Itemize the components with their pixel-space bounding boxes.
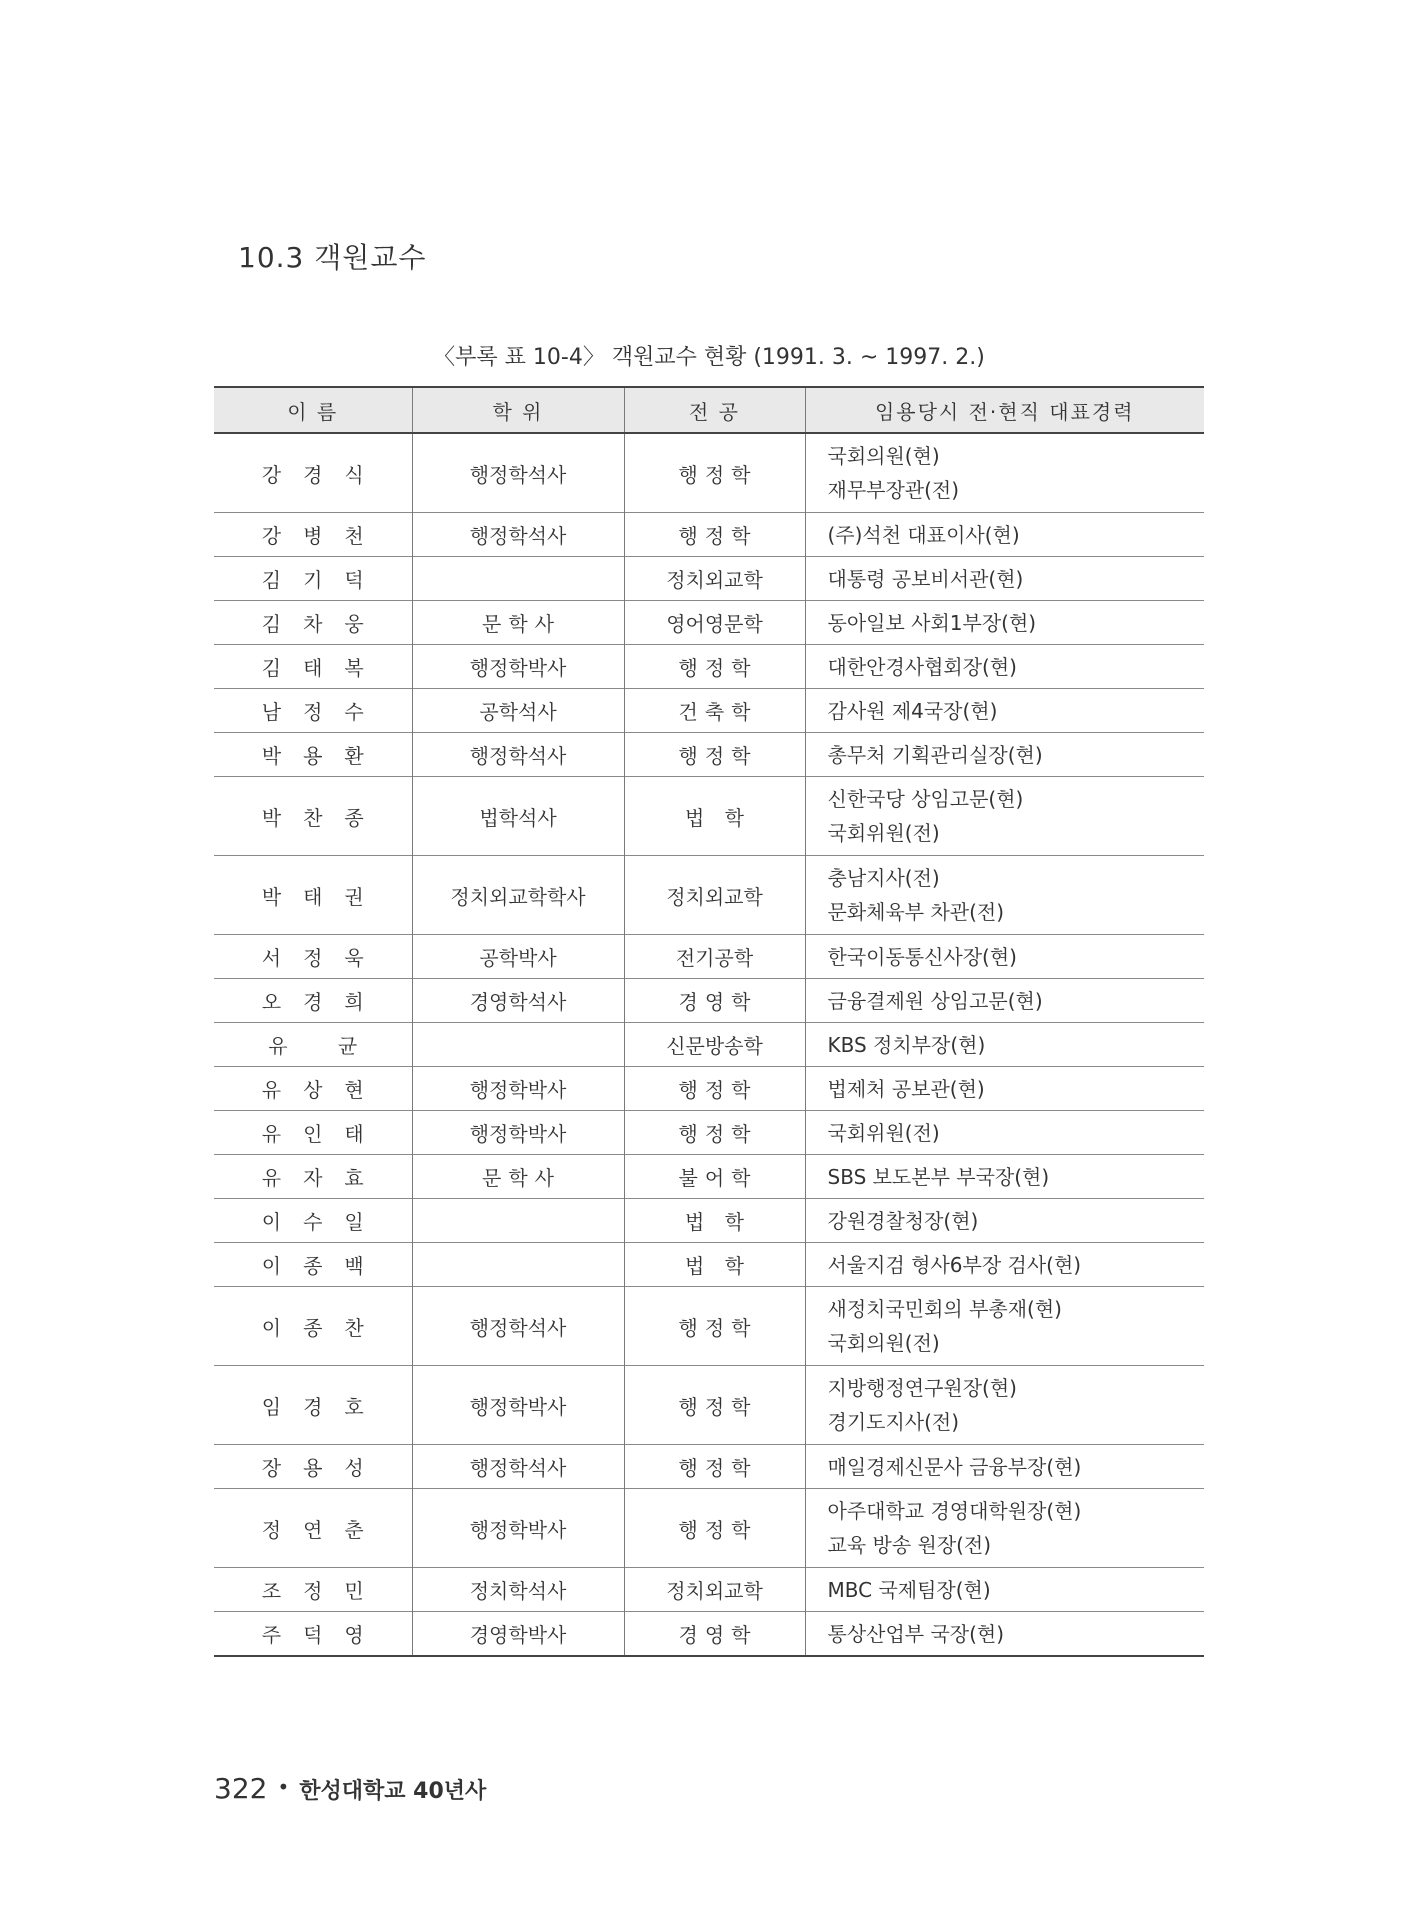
career-line: 경기도지사(전) <box>827 1410 960 1434</box>
cell-major <box>624 1023 805 1067</box>
cell-degree-text: 정치학석사 <box>469 1579 567 1603</box>
table-body <box>214 433 1204 1656</box>
cell-major <box>624 1243 805 1287</box>
cell-name <box>214 1023 412 1067</box>
table-row <box>214 1287 1204 1366</box>
career-line: MBC 국제팀장(현) <box>827 1577 991 1602</box>
cell-name-text: 유상현 <box>261 1078 386 1102</box>
cell-degree-text <box>515 1209 522 1233</box>
table-row <box>214 1067 1204 1111</box>
career-line: 금융결제원 상임고문(현) <box>827 988 1043 1013</box>
cell-name <box>214 1366 412 1445</box>
cell-name <box>214 601 412 645</box>
header-degree: 학 위 <box>412 387 624 433</box>
cell-career <box>805 935 1204 979</box>
career-line: 국회의원(전) <box>827 1331 940 1355</box>
cell-name-text: 박용환 <box>261 744 386 768</box>
cell-name <box>214 1199 412 1243</box>
cell-degree-text: 행정학박사 <box>469 656 567 680</box>
cell-career <box>805 1111 1204 1155</box>
cell-major <box>624 1568 805 1612</box>
cell-name <box>214 1067 412 1111</box>
cell-degree-text: 공학석사 <box>479 700 557 724</box>
cell-degree-text: 공학박사 <box>479 946 557 970</box>
cell-degree <box>412 1155 624 1199</box>
cell-degree-text <box>515 1033 522 1057</box>
cell-name <box>214 733 412 777</box>
cell-degree-text: 행정학석사 <box>469 524 567 548</box>
career-line: (주)석천 대표이사(현) <box>827 522 1020 547</box>
table-row <box>214 557 1204 601</box>
cell-degree <box>412 1287 624 1366</box>
career-line: 대한안경사협회장(현) <box>827 654 1017 679</box>
cell-degree-text: 행정학석사 <box>469 462 567 487</box>
cell-name-text: 유인태 <box>261 1122 386 1146</box>
cell-major <box>624 856 805 935</box>
table-row <box>214 601 1204 645</box>
cell-degree <box>412 1243 624 1287</box>
career-line: 문화체육부 차관(전) <box>827 900 1005 924</box>
cell-major <box>624 935 805 979</box>
cell-name <box>214 979 412 1023</box>
cell-career <box>805 1612 1204 1657</box>
career-line: 감사원 제4국장(현) <box>827 698 998 723</box>
cell-name-text: 서정욱 <box>261 946 386 970</box>
cell-major <box>624 979 805 1023</box>
cell-name-text: 이종찬 <box>261 1315 386 1340</box>
cell-name <box>214 1568 412 1612</box>
career-line: 동아일보 사회1부장(현) <box>827 610 1037 635</box>
cell-major-text: 행정학 <box>678 744 758 768</box>
career-line: 한국이동통신사장(현) <box>827 944 1017 969</box>
cell-major <box>624 1111 805 1155</box>
table-row <box>214 979 1204 1023</box>
cell-name <box>214 645 412 689</box>
cell-degree <box>412 433 624 513</box>
cell-major <box>624 733 805 777</box>
cell-major-text: 행정학 <box>678 1315 758 1340</box>
cell-career <box>805 979 1204 1023</box>
cell-name <box>214 689 412 733</box>
cell-name <box>214 1612 412 1657</box>
cell-degree <box>412 1489 624 1568</box>
cell-name <box>214 557 412 601</box>
cell-name-text: 정연춘 <box>261 1517 386 1542</box>
cell-major <box>624 1067 805 1111</box>
career-line: KBS 정치부장(현) <box>827 1032 986 1057</box>
cell-major <box>624 433 805 513</box>
page-footer <box>214 1772 486 1805</box>
cell-name-text: 오경희 <box>261 990 386 1014</box>
cell-degree-text: 행정학박사 <box>469 1122 567 1146</box>
cell-major-text: 법 학 <box>685 805 751 830</box>
cell-major <box>624 1445 805 1489</box>
cell-major-text: 경영학 <box>678 1623 758 1647</box>
cell-career <box>805 1568 1204 1612</box>
cell-major <box>624 1199 805 1243</box>
cell-career <box>805 733 1204 777</box>
table-row <box>214 1612 1204 1657</box>
cell-major <box>624 1287 805 1366</box>
career-line: 신한국당 상임고문(현) <box>827 787 1024 811</box>
cell-degree <box>412 557 624 601</box>
cell-degree <box>412 1023 624 1067</box>
career-line: 국회의원(현) <box>827 444 940 468</box>
cell-major-text: 신문방송학 <box>666 1034 763 1058</box>
book-title: 한성대학교 40년사 <box>299 1779 487 1804</box>
cell-name <box>214 433 412 513</box>
table-header-row <box>214 387 1204 433</box>
cell-career <box>805 645 1204 689</box>
page-number: 322 <box>214 1772 268 1805</box>
table-row <box>214 689 1204 733</box>
table-row <box>214 1445 1204 1489</box>
career-line: 아주대학교 경영대학원장(현) <box>827 1499 1082 1523</box>
cell-degree <box>412 935 624 979</box>
cell-career <box>805 601 1204 645</box>
cell-name-text: 유자효 <box>261 1166 386 1190</box>
table-row <box>214 1366 1204 1445</box>
table-row <box>214 1111 1204 1155</box>
career-line: 새정치국민회의 부총재(현) <box>827 1297 1062 1321</box>
cell-degree <box>412 1199 624 1243</box>
cell-name <box>214 1287 412 1366</box>
cell-major-text: 경영학 <box>678 990 758 1014</box>
career-line: 충남지사(전) <box>827 866 940 890</box>
cell-name-text: 이수일 <box>261 1210 386 1234</box>
table-row <box>214 1155 1204 1199</box>
cell-degree <box>412 1612 624 1657</box>
cell-major <box>624 1612 805 1657</box>
cell-name <box>214 935 412 979</box>
cell-degree <box>412 979 624 1023</box>
career-line: 총무처 기획관리실장(현) <box>827 742 1043 767</box>
career-line: SBS 보도본부 부국장(현) <box>827 1164 1050 1189</box>
cell-career <box>805 1199 1204 1243</box>
cell-career <box>805 1489 1204 1568</box>
cell-degree-text <box>515 1253 522 1277</box>
cell-major-text: 행정학 <box>678 524 758 548</box>
table-row <box>214 856 1204 935</box>
cell-degree-text: 행정학박사 <box>469 1394 567 1419</box>
cell-major <box>624 1155 805 1199</box>
footer-bullet: • <box>277 1775 290 1799</box>
cell-name <box>214 513 412 557</box>
cell-major-text: 전기공학 <box>675 946 754 970</box>
cell-name-text: 박태권 <box>261 884 386 909</box>
cell-major-text: 건축학 <box>678 700 758 724</box>
cell-major <box>624 601 805 645</box>
cell-major-text: 영어영문학 <box>666 612 763 636</box>
cell-major <box>624 777 805 856</box>
cell-degree-text: 문학사 <box>482 612 561 636</box>
career-line: 재무부장관(전) <box>827 478 960 502</box>
cell-name-text: 조정민 <box>261 1579 386 1603</box>
cell-career <box>805 689 1204 733</box>
table-row <box>214 1568 1204 1612</box>
cell-career <box>805 1445 1204 1489</box>
cell-degree-text: 행정학박사 <box>469 1517 567 1542</box>
career-line: 통상산업부 국장(현) <box>827 1621 1005 1646</box>
cell-name <box>214 1445 412 1489</box>
cell-degree <box>412 1067 624 1111</box>
cell-degree <box>412 733 624 777</box>
cell-major-text: 정치외교학 <box>666 568 763 592</box>
table-row <box>214 1243 1204 1287</box>
cell-name <box>214 777 412 856</box>
cell-degree <box>412 513 624 557</box>
cell-degree <box>412 856 624 935</box>
cell-name <box>214 1489 412 1568</box>
table-row <box>214 513 1204 557</box>
cell-major <box>624 1366 805 1445</box>
career-line: 지방행정연구원장(현) <box>827 1376 1017 1400</box>
cell-major-text: 행정학 <box>678 1394 758 1419</box>
cell-degree-text: 법학석사 <box>479 805 557 830</box>
cell-degree <box>412 689 624 733</box>
cell-degree-text <box>515 567 522 591</box>
header-major: 전 공 <box>624 387 805 433</box>
table-row <box>214 1023 1204 1067</box>
cell-career <box>805 433 1204 513</box>
career-line: 국회위원(전) <box>827 821 940 845</box>
cell-degree-text: 문학사 <box>482 1166 561 1190</box>
cell-name-text: 주덕영 <box>261 1623 386 1647</box>
cell-major <box>624 689 805 733</box>
career-line: 법제처 공보관(현) <box>827 1076 985 1101</box>
cell-degree <box>412 777 624 856</box>
cell-name-text: 임경호 <box>261 1394 386 1419</box>
career-line: 매일경제신문사 금융부장(현) <box>827 1454 1082 1479</box>
cell-name <box>214 1155 412 1199</box>
cell-career <box>805 1155 1204 1199</box>
table-row <box>214 1199 1204 1243</box>
cell-name-text: 김차웅 <box>261 612 386 636</box>
cell-career <box>805 1023 1204 1067</box>
career-line: 국회위원(전) <box>827 1120 940 1145</box>
cell-name-text: 박찬종 <box>261 805 386 830</box>
career-line: 교육 방송 원장(전) <box>827 1533 992 1557</box>
cell-name-text: 이종백 <box>261 1254 386 1278</box>
table-row <box>214 645 1204 689</box>
cell-degree-text: 정치외교학학사 <box>450 884 586 909</box>
career-line: 대통령 공보비서관(현) <box>827 566 1024 591</box>
cell-degree <box>412 645 624 689</box>
cell-name-text: 유 균 <box>268 1034 380 1058</box>
cell-degree-text: 경영학석사 <box>469 990 567 1014</box>
cell-career <box>805 1287 1204 1366</box>
cell-degree-text: 경영학박사 <box>469 1623 567 1647</box>
cell-major <box>624 645 805 689</box>
table-row <box>214 777 1204 856</box>
cell-name-text: 강경식 <box>261 462 386 487</box>
cell-degree-text: 행정학박사 <box>469 1078 567 1102</box>
cell-career <box>805 856 1204 935</box>
career-line: 강원경찰청장(현) <box>827 1208 979 1233</box>
table-row <box>214 935 1204 979</box>
cell-major <box>624 557 805 601</box>
cell-major <box>624 1489 805 1568</box>
cell-name-text: 장용성 <box>261 1456 386 1480</box>
cell-major-text: 불어학 <box>678 1166 758 1190</box>
cell-degree-text: 행정학석사 <box>469 1315 567 1340</box>
table-caption: 〈부록 표 10-4〉 객원교수 현황 (1991. 3. ~ 1997. 2.) <box>433 345 985 370</box>
cell-major-text: 행정학 <box>678 1517 758 1542</box>
header-name: 이 름 <box>214 387 412 433</box>
cell-major <box>624 513 805 557</box>
cell-degree <box>412 1111 624 1155</box>
cell-degree <box>412 601 624 645</box>
cell-career <box>805 1366 1204 1445</box>
cell-career <box>805 1243 1204 1287</box>
cell-name-text: 김기덕 <box>261 568 386 592</box>
cell-major-text: 정치외교학 <box>666 1579 763 1603</box>
cell-major-text: 행정학 <box>678 462 758 487</box>
cell-degree-text: 행정학석사 <box>469 1456 567 1480</box>
cell-name-text: 강병천 <box>261 524 386 548</box>
cell-degree <box>412 1445 624 1489</box>
cell-degree <box>412 1366 624 1445</box>
cell-major-text: 행정학 <box>678 1456 758 1480</box>
header-career: 임용당시 전·현직 대표경력 <box>805 387 1204 433</box>
cell-career <box>805 777 1204 856</box>
cell-career <box>805 557 1204 601</box>
cell-major-text: 법 학 <box>685 1254 751 1278</box>
cell-name <box>214 856 412 935</box>
visiting-professor-table <box>214 386 1204 1657</box>
table-row <box>214 1489 1204 1568</box>
cell-career <box>805 1067 1204 1111</box>
cell-major-text: 행정학 <box>678 1078 758 1102</box>
cell-major-text: 법 학 <box>685 1210 751 1234</box>
cell-career <box>805 513 1204 557</box>
cell-major-text: 정치외교학 <box>666 884 763 909</box>
section-title: 10.3 객원교수 <box>238 241 427 274</box>
cell-name-text: 남정수 <box>261 700 386 724</box>
cell-major-text: 행정학 <box>678 1122 758 1146</box>
table-row <box>214 433 1204 513</box>
cell-degree-text: 행정학석사 <box>469 744 567 768</box>
career-line: 서울지검 형사6부장 검사(현) <box>827 1252 1082 1277</box>
cell-name <box>214 1111 412 1155</box>
cell-major-text: 행정학 <box>678 656 758 680</box>
cell-degree <box>412 1568 624 1612</box>
cell-name <box>214 1243 412 1287</box>
cell-name-text: 김태복 <box>261 656 386 680</box>
table-row <box>214 733 1204 777</box>
